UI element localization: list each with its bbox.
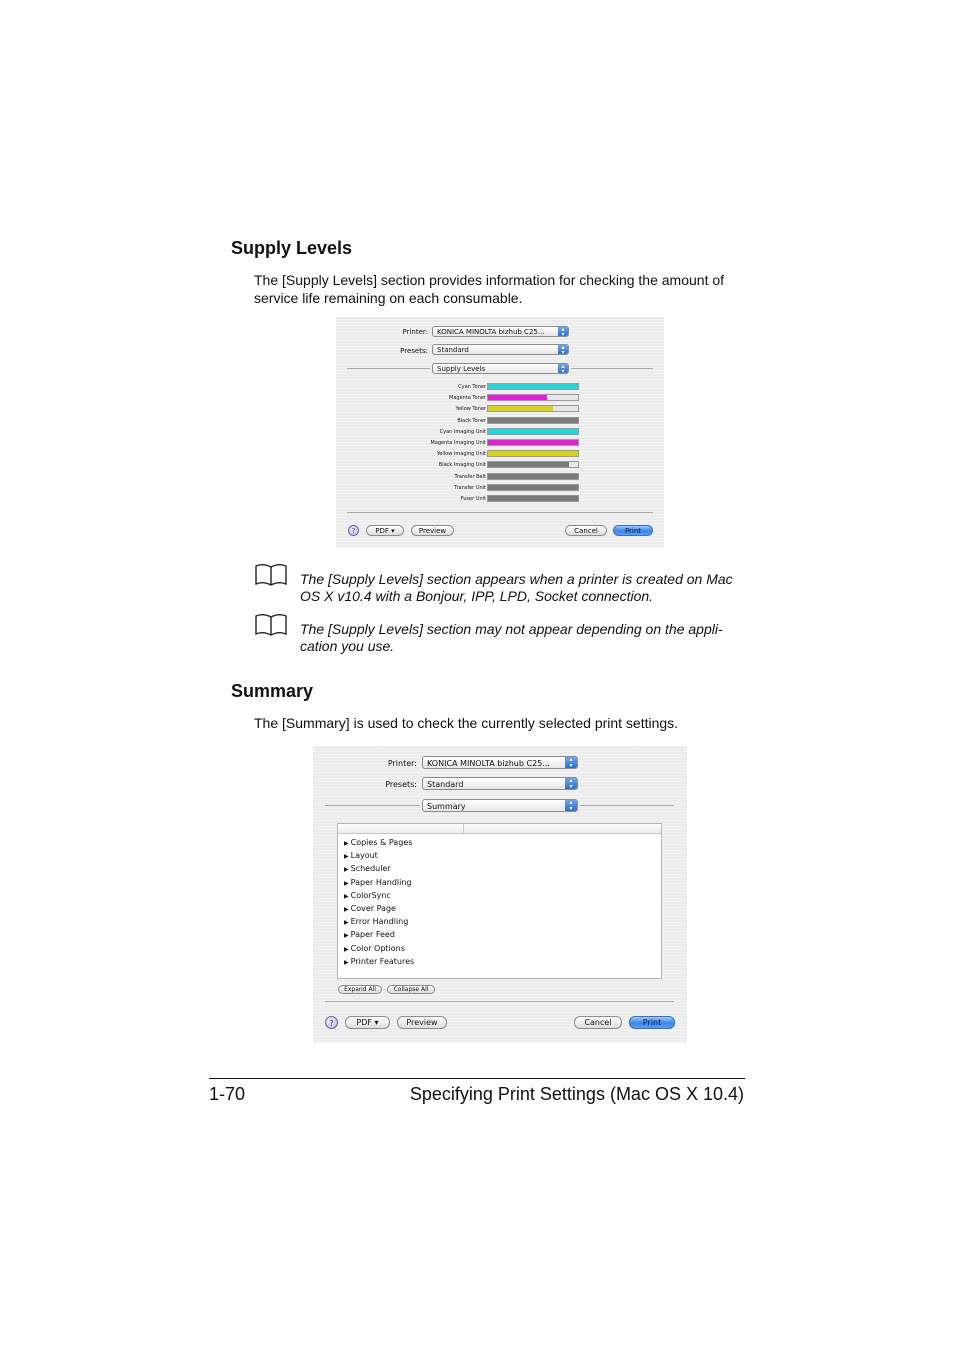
note-line: cation you use. bbox=[300, 638, 395, 654]
intro-line: service life remaining on each consumable. bbox=[254, 290, 523, 306]
print-dialog-supply-levels bbox=[336, 317, 664, 548]
note-1 bbox=[300, 571, 733, 605]
tree-item[interactable] bbox=[344, 877, 661, 890]
tree-item[interactable] bbox=[344, 890, 661, 903]
tree-item[interactable] bbox=[344, 929, 661, 942]
panel-popup-value: Supply Levels bbox=[437, 365, 486, 373]
supply-name: Cyan Toner bbox=[458, 384, 486, 390]
section-heading-supply-levels: Supply Levels bbox=[231, 238, 353, 258]
supply-name: Fuser Unit bbox=[460, 496, 486, 502]
supply-level-bar bbox=[487, 473, 579, 480]
preview-button[interactable]: Preview bbox=[397, 1016, 447, 1029]
panel-popup-value: Summary bbox=[427, 802, 466, 811]
book-icon bbox=[254, 613, 288, 637]
section-heading-summary: Summary bbox=[231, 681, 314, 701]
printer-label: Printer: bbox=[387, 759, 417, 768]
supply-level-bar bbox=[487, 484, 579, 491]
pdf-button[interactable]: PDF ▾ bbox=[366, 525, 404, 536]
supply-level-bar bbox=[487, 450, 579, 457]
supply-level-fill bbox=[488, 451, 578, 456]
printer-popup[interactable] bbox=[422, 756, 578, 769]
help-icon[interactable]: ? bbox=[325, 1016, 338, 1029]
supply-name: Black Imaging Unit bbox=[438, 462, 486, 469]
tree-item-label: Copies & Pages bbox=[350, 838, 413, 847]
note-line: The [Supply Levels] section appears when a printer is created on Mac bbox=[300, 571, 733, 587]
popup-arrows-icon: ▴ ▾ bbox=[558, 327, 568, 336]
panel-popup[interactable] bbox=[432, 363, 569, 374]
presets-popup-value: Standard bbox=[437, 346, 469, 354]
panel-popup[interactable] bbox=[422, 799, 578, 812]
footer-rule bbox=[209, 1078, 745, 1079]
preview-button[interactable]: Preview bbox=[411, 525, 454, 536]
supply-name: Yellow Toner bbox=[455, 406, 486, 413]
printer-popup-value: KONICA MINOLTA bizhub C25... bbox=[437, 328, 545, 336]
supply-level-fill bbox=[488, 395, 547, 400]
summary-intro: The [Summary] is used to check the currently selected print settings. bbox=[254, 715, 679, 731]
popup-arrows-icon: ▴ ▾ bbox=[565, 757, 577, 768]
printer-popup-value: KONICA MINOLTA bizhub C25... bbox=[427, 759, 550, 768]
book-icon bbox=[254, 563, 288, 587]
tree-item-label: Color Options bbox=[350, 943, 405, 953]
cancel-button[interactable]: Cancel bbox=[574, 1016, 622, 1029]
supply-name: Magenta Imaging Unit bbox=[430, 440, 486, 446]
supply-name: Cyan Imaging Unit bbox=[439, 428, 486, 435]
tree-item-label: Cover Page bbox=[350, 904, 396, 914]
disclosure-triangle-icon[interactable]: ▶ bbox=[344, 879, 349, 887]
disclosure-triangle-icon[interactable]: ▶ bbox=[344, 919, 349, 927]
separator bbox=[571, 368, 653, 369]
supply-level-fill bbox=[488, 485, 578, 490]
intro-line: The [Supply Levels] section provides information for checking the amount of bbox=[254, 272, 725, 288]
printer-label: Printer: bbox=[402, 328, 428, 336]
separator bbox=[347, 368, 430, 369]
separator bbox=[325, 1001, 674, 1002]
presets-popup[interactable] bbox=[422, 777, 578, 790]
supply-level-bar bbox=[487, 439, 579, 446]
disclosure-triangle-icon[interactable]: ▶ bbox=[344, 958, 349, 966]
presets-label: Presets: bbox=[400, 347, 428, 355]
tree-item-label: Scheduler bbox=[350, 864, 391, 874]
presets-popup-value: Standard bbox=[427, 780, 464, 789]
supply-level-bar bbox=[487, 428, 579, 435]
disclosure-triangle-icon[interactable]: ▶ bbox=[344, 840, 349, 847]
summary-tree-view bbox=[337, 823, 662, 979]
supply-name: Transfer Unit bbox=[454, 484, 486, 491]
column-header bbox=[338, 824, 661, 834]
supply-level-fill bbox=[488, 384, 578, 389]
print-dialog-summary bbox=[313, 746, 687, 1043]
expand-all-button[interactable]: Expand All bbox=[338, 985, 382, 994]
collapse-all-button[interactable]: Collapse All bbox=[387, 985, 435, 994]
note-2 bbox=[300, 621, 723, 655]
disclosure-triangle-icon[interactable]: ▶ bbox=[344, 945, 349, 953]
presets-label: Presets: bbox=[385, 780, 417, 789]
supply-level-fill bbox=[488, 418, 578, 423]
supply-level-fill bbox=[488, 462, 569, 467]
supply-name: Magenta Toner bbox=[449, 395, 486, 402]
tree-item[interactable] bbox=[344, 837, 661, 850]
note-line: The [Supply Levels] section may not appear depending on the appli- bbox=[300, 621, 723, 637]
tree-item-label: ColorSync bbox=[350, 890, 391, 900]
note-line: OS X v10.4 with a Bonjour, IPP, LPD, Socket connection. bbox=[300, 588, 654, 604]
column-divider bbox=[463, 824, 464, 833]
help-icon[interactable]: ? bbox=[348, 525, 359, 536]
supply-level-bar bbox=[487, 461, 579, 468]
supply-levels-intro bbox=[254, 271, 724, 307]
tree-item[interactable] bbox=[344, 956, 661, 969]
supply-level-bar bbox=[487, 383, 579, 390]
tree-item-label: Printer Features bbox=[350, 956, 415, 966]
tree-list bbox=[338, 834, 661, 969]
tree-item[interactable] bbox=[344, 850, 661, 863]
footer-title: Specifying Print Settings (Mac OS X 10.4) bbox=[409, 1084, 744, 1104]
supply-name: Black Toner bbox=[457, 417, 486, 424]
supply-level-fill bbox=[488, 406, 553, 411]
supply-level-bar bbox=[487, 405, 579, 412]
supply-level-bar bbox=[487, 495, 579, 502]
popup-arrows-icon: ▴ ▾ bbox=[558, 364, 568, 373]
supply-level-fill bbox=[488, 474, 578, 479]
printer-popup[interactable] bbox=[432, 326, 569, 337]
supply-level-fill bbox=[488, 496, 578, 501]
tree-item-label: Layout bbox=[350, 851, 378, 861]
tree-item-label: Paper Handling bbox=[350, 877, 412, 887]
disclosure-triangle-icon[interactable]: ▶ bbox=[344, 866, 349, 874]
tree-item-label: Error Handling bbox=[350, 917, 409, 927]
presets-popup[interactable] bbox=[432, 344, 569, 355]
tree-item-label: Paper Feed bbox=[350, 930, 395, 940]
separator bbox=[347, 512, 653, 513]
print-button[interactable]: Print bbox=[613, 525, 653, 536]
disclosure-triangle-icon[interactable]: ▶ bbox=[344, 892, 349, 900]
popup-arrows-icon: ▴ ▾ bbox=[565, 800, 577, 811]
supply-level-fill bbox=[488, 429, 578, 434]
supply-levels-list bbox=[336, 383, 664, 508]
supply-level-bar bbox=[487, 417, 579, 424]
separator bbox=[325, 805, 420, 806]
page-number: 1-70 bbox=[209, 1084, 246, 1104]
tree-item[interactable] bbox=[344, 863, 661, 876]
disclosure-triangle-icon[interactable]: ▶ bbox=[344, 853, 349, 861]
print-button[interactable]: Print bbox=[629, 1016, 675, 1029]
tree-item[interactable] bbox=[344, 943, 661, 956]
tree-item[interactable] bbox=[344, 916, 661, 929]
separator bbox=[580, 805, 674, 806]
cancel-button[interactable]: Cancel bbox=[565, 525, 607, 536]
supply-name: Transfer Belt bbox=[454, 473, 486, 480]
tree-item[interactable] bbox=[344, 903, 661, 916]
disclosure-triangle-icon[interactable]: ▶ bbox=[344, 932, 349, 940]
supply-level-bar bbox=[487, 394, 579, 401]
pdf-button[interactable]: PDF ▾ bbox=[345, 1016, 390, 1029]
disclosure-triangle-icon[interactable]: ▶ bbox=[344, 906, 349, 914]
popup-arrows-icon: ▴ ▾ bbox=[565, 778, 577, 789]
supply-level-fill bbox=[488, 440, 578, 445]
popup-arrows-icon: ▴ ▾ bbox=[558, 345, 568, 354]
supply-name: Yellow Imaging Unit bbox=[436, 451, 486, 458]
